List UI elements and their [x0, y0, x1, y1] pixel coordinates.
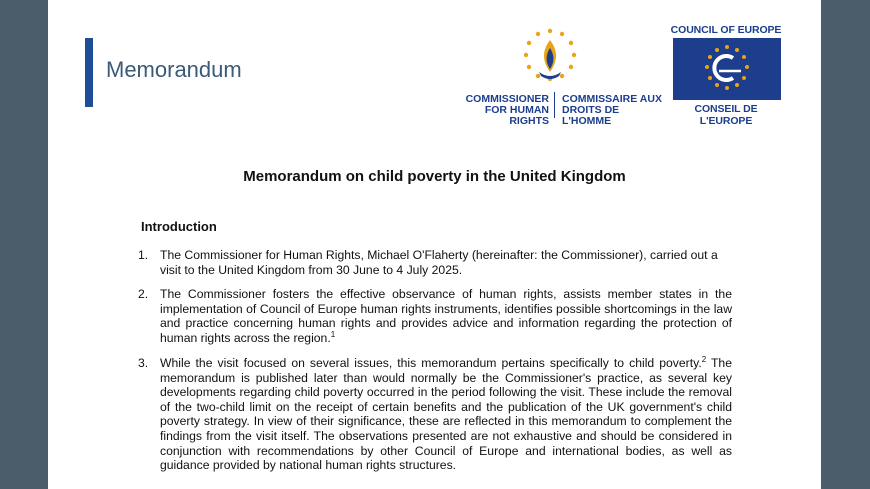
section-heading: Introduction: [141, 219, 217, 234]
footnote-ref[interactable]: 1: [330, 329, 336, 339]
paragraph-text: While the visit focused on several issues, this memorandum pertains specifically to child poverty.$^2$ The memorandum is published later than would normally be the Commissioner's practice, as several key developments regarding child poverty occurred in the period following the visit. These include the removal of the two-child limit on the receipt of certain benefits and the publication of the UK government's child poverty strategy. In view of their significance, these are reflected in this memorandum to complement the findings from the visit itself. The observations presented are not exhaustive and should be considered in conjunction with recommendations by other Council of Europe and international bodies, as well as guidance provided by national human rights structures.: [160, 354, 732, 473]
logo-divider: [554, 92, 555, 118]
paragraph-number: 3.: [138, 356, 149, 370]
accent-bar: [85, 38, 93, 107]
paragraph-number: 1.: [138, 248, 149, 262]
document-title: Memorandum on child poverty in the United Kingdom: [243, 168, 626, 185]
commissioner-logo: [443, 26, 663, 127]
coe-logo-bottom-text: CONSEIL DE L'EUROPE: [694, 103, 758, 127]
footnote-ref[interactable]: 2: [701, 354, 707, 364]
coe-logo-top-text: COUNCIL OF EUROPE: [670, 24, 782, 36]
flame-emblem-icon: [519, 26, 581, 90]
paragraph-text: The Commissioner for Human Rights, Michael O'Flaherty (hereinafter: the Commissioner), carried out a visit to the United Kingdom from 30 June to 4 July 2025.: [160, 248, 718, 277]
commissioner-logo-text-en: COMMISSIONER FOR HUMAN RIGHTS: [465, 93, 549, 127]
council-of-europe-logo: [670, 24, 790, 127]
document-page: [48, 0, 821, 489]
paragraph-number: 2.: [138, 287, 149, 301]
coe-flag: [673, 38, 781, 100]
coe-star-circle-icon: [673, 38, 781, 100]
document-type-label: Memorandum: [106, 57, 242, 82]
paragraph-text: The Commissioner fosters the effective observance of human rights, assists member states in the implementation of Council of Europe human rights instruments, identifies possible shortcomings in the law and practice concerning human rights and provides advice and information regarding the protection of human rights across the region.$^1$: [160, 287, 732, 345]
commissioner-logo-text-fr: COMMISSAIRE AUX DROITS DE L'HOMME: [562, 93, 662, 127]
